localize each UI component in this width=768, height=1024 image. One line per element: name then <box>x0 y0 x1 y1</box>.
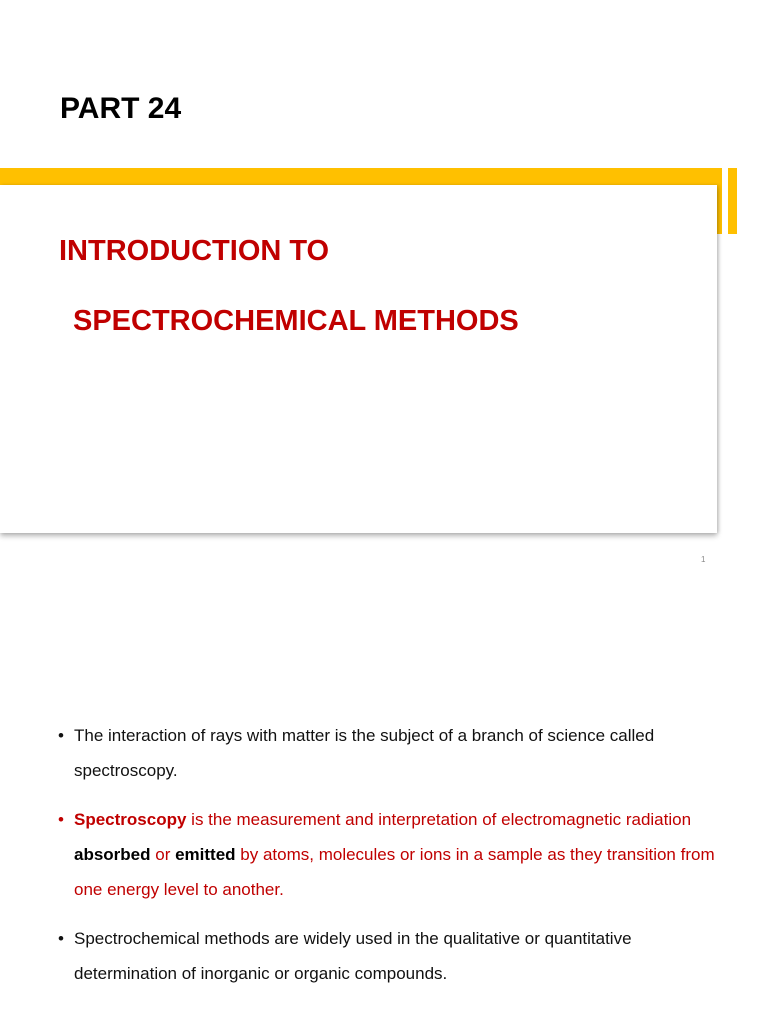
bullet-text: is the measurement and interpretation of electromagnetic radiation <box>186 810 692 829</box>
list-item <box>58 802 738 907</box>
list-item <box>58 921 738 991</box>
bullet-text: Spectrochemical methods are widely used in the qualitative or quantitative determination of inorganic or organic compounds. <box>74 929 632 983</box>
bullet-icon: • <box>58 726 64 745</box>
slide-title-line1: INTRODUCTION TO <box>59 235 330 267</box>
list-item <box>58 718 738 788</box>
slide-title-line2: SPECTROCHEMICAL METHODS <box>73 305 519 337</box>
yellow-accent-tick <box>728 168 737 234</box>
bullet-text: The interaction of rays with matter is the subject of a branch of science called spectroscopy. <box>74 726 655 780</box>
bullet-text: by atoms, molecules or ions in a sample as they transition from one energy level to another. <box>74 845 715 899</box>
bullet-text: or <box>150 845 176 864</box>
term-emitted: emitted <box>175 845 236 864</box>
bullet-icon: • <box>58 929 64 948</box>
term-absorbed: absorbed <box>74 845 151 864</box>
bullet-icon: • <box>58 810 64 829</box>
term-spectroscopy: Spectroscopy <box>74 810 187 829</box>
page-number: 1 <box>701 555 706 564</box>
bullet-list <box>58 718 738 1005</box>
part-title: PART 24 <box>60 92 182 125</box>
yellow-accent-tick <box>717 168 722 234</box>
yellow-accent-bar <box>0 168 720 185</box>
